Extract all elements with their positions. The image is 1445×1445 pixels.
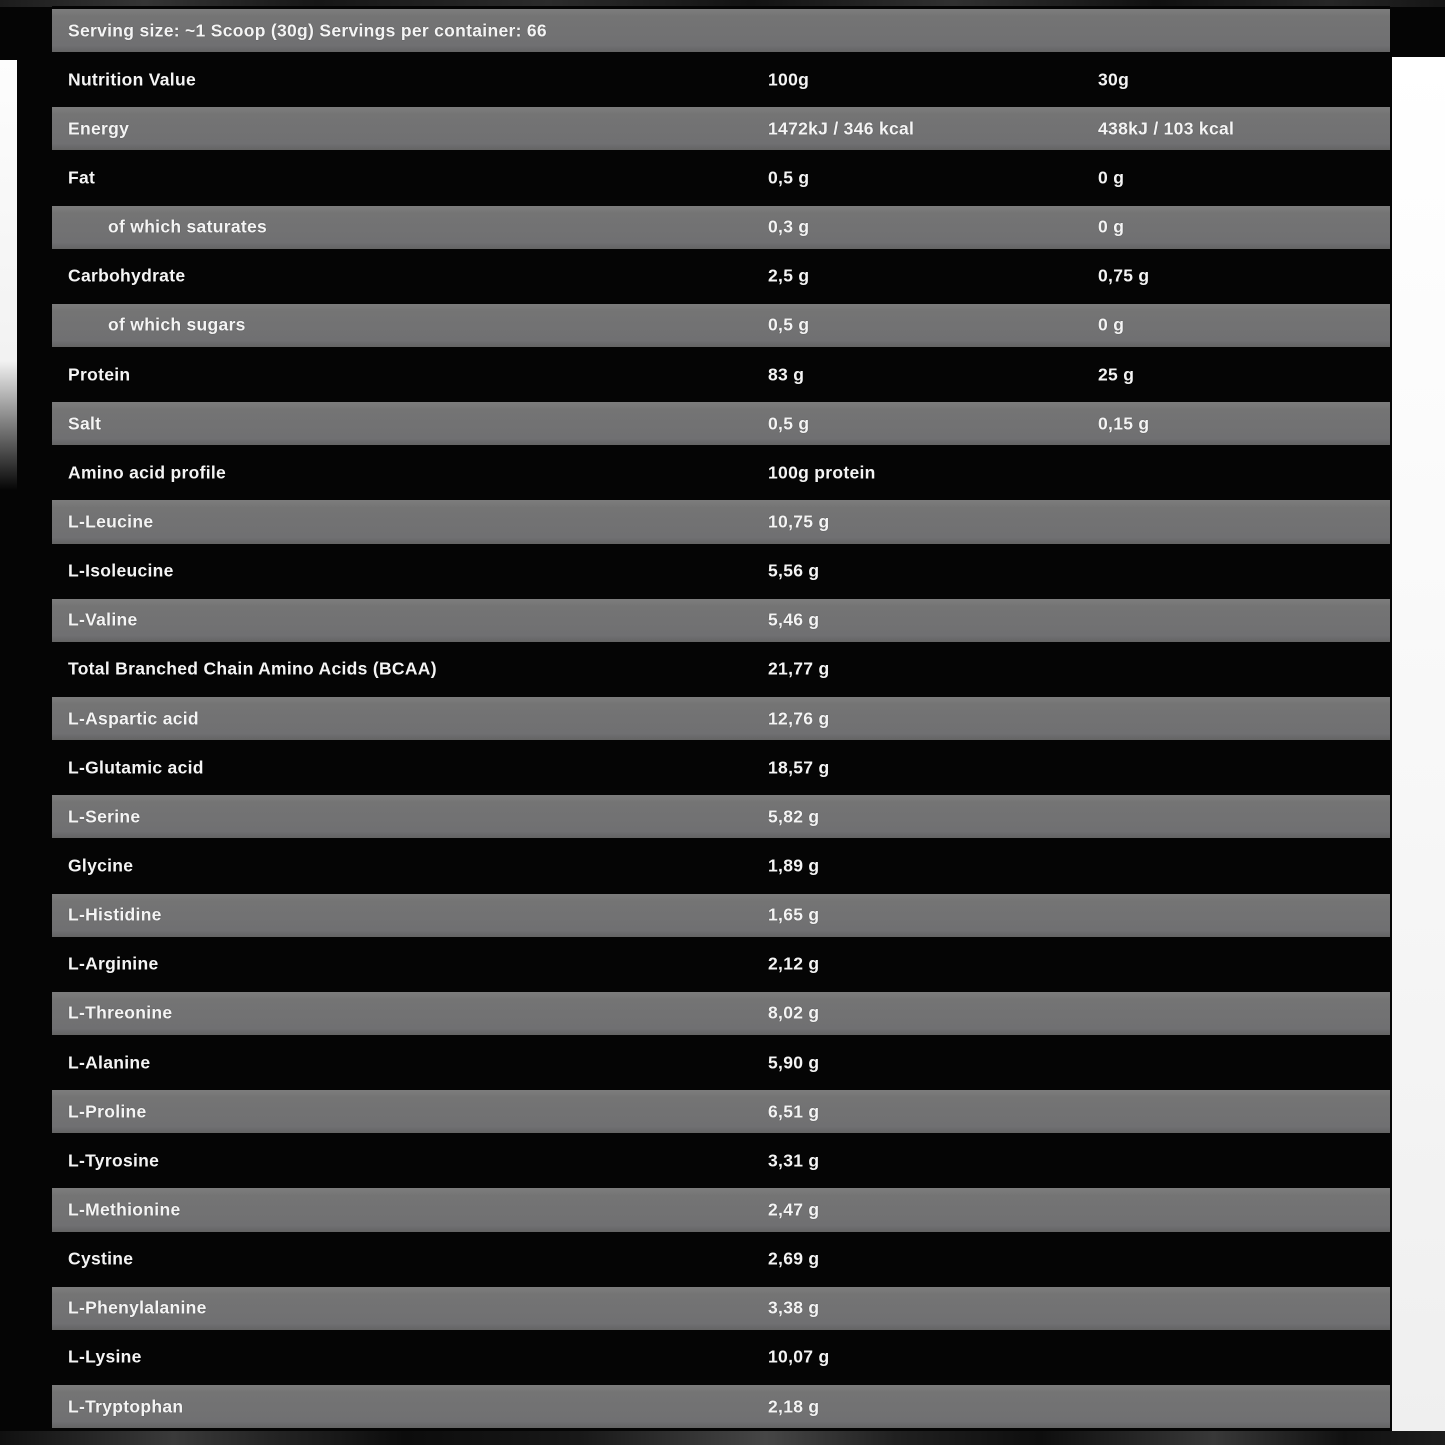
row-value-per-100g: 1472kJ / 346 kcal	[768, 118, 915, 139]
row-value-per-30g: 0 g	[1098, 216, 1125, 237]
table-row	[52, 1038, 1390, 1087]
table-row	[52, 1087, 1390, 1136]
table-row	[52, 645, 1390, 694]
row-value-per-100g: 5,46 g	[768, 609, 820, 630]
row-value-per-100g: 0,5 g	[768, 167, 810, 188]
row-label: Protein	[68, 364, 131, 385]
row-value-per-30g: 438kJ / 103 kcal	[1098, 118, 1235, 139]
photo-background-bottom	[0, 1431, 1445, 1445]
row-value-per-100g: 1,89 g	[768, 855, 820, 876]
row-label: Energy	[68, 118, 130, 139]
row-value-per-100g: 12,76 g	[768, 708, 830, 729]
row-value-per-100g: 83 g	[768, 364, 805, 385]
row-label: Nutrition Value	[68, 69, 196, 90]
table-row	[52, 694, 1390, 743]
row-label: L-Proline	[68, 1101, 147, 1122]
row-value-per-100g: 100g protein	[768, 462, 876, 483]
table-row	[52, 153, 1390, 202]
table-row	[52, 891, 1390, 940]
row-value-per-100g: 2,47 g	[768, 1199, 820, 1220]
table-row	[52, 792, 1390, 841]
nutrition-table	[52, 6, 1390, 1431]
row-label: Carbohydrate	[68, 265, 186, 286]
row-label: L-Serine	[68, 806, 141, 827]
table-row	[52, 252, 1390, 301]
row-value-per-100g: 0,5 g	[768, 314, 810, 335]
row-label: L-Glutamic acid	[68, 757, 204, 778]
row-value-per-100g: 1,65 g	[768, 904, 820, 925]
row-value-per-100g: 3,31 g	[768, 1150, 820, 1171]
photo-background-left	[0, 60, 17, 490]
row-label: Amino acid profile	[68, 462, 227, 483]
row-value-per-30g: 0,75 g	[1098, 265, 1150, 286]
row-label: L-Tyrosine	[68, 1150, 160, 1171]
row-value-per-100g: 5,90 g	[768, 1052, 820, 1073]
row-value-per-30g: 30g	[1098, 69, 1130, 90]
row-label: L-Threonine	[68, 1002, 173, 1023]
table-row	[52, 989, 1390, 1038]
row-label: L-Isoleucine	[68, 560, 174, 581]
row-value-per-100g: 10,07 g	[768, 1346, 830, 1367]
row-value-per-100g: 21,77 g	[768, 658, 830, 679]
table-row	[52, 1136, 1390, 1185]
table-row	[52, 448, 1390, 497]
table-row	[52, 6, 1390, 55]
row-value-per-30g: 0 g	[1098, 167, 1125, 188]
table-row	[52, 596, 1390, 645]
row-label: Salt	[68, 413, 102, 434]
row-label: L-Tryptophan	[68, 1396, 184, 1416]
table-row	[52, 55, 1390, 104]
row-label: Glycine	[68, 855, 134, 876]
row-value-per-30g: 25 g	[1098, 364, 1135, 385]
row-value-per-100g: 2,18 g	[768, 1396, 820, 1416]
row-value-per-100g: 6,51 g	[768, 1101, 820, 1122]
table-row	[52, 1284, 1390, 1333]
table-row	[52, 399, 1390, 448]
row-label: Cystine	[68, 1248, 134, 1269]
photo-background-right	[1392, 57, 1445, 1431]
row-value-per-100g: 0,3 g	[768, 216, 810, 237]
row-label: Total Branched Chain Amino Acids (BCAA)	[68, 658, 437, 679]
table-row	[52, 940, 1390, 989]
row-value-per-100g: 2,12 g	[768, 953, 820, 974]
table-row	[52, 1185, 1390, 1234]
row-value-per-100g: 10,75 g	[768, 511, 830, 532]
table-row	[52, 1382, 1390, 1431]
row-value-per-100g: 5,56 g	[768, 560, 820, 581]
row-label: of which sugars	[108, 314, 246, 335]
row-value-per-100g: 2,5 g	[768, 265, 810, 286]
row-value-per-100g: 5,82 g	[768, 806, 820, 827]
table-row	[52, 841, 1390, 890]
table-row	[52, 743, 1390, 792]
table-row	[52, 497, 1390, 546]
row-label: of which saturates	[108, 216, 268, 237]
row-label: L-Histidine	[68, 904, 162, 925]
row-label: L-Lysine	[68, 1346, 142, 1367]
table-row	[52, 547, 1390, 596]
row-label: L-Leucine	[68, 511, 154, 532]
row-label: L-Phenylalanine	[68, 1297, 207, 1318]
row-label: L-Alanine	[68, 1052, 151, 1073]
row-value-per-30g: 0,15 g	[1098, 413, 1150, 434]
row-label: L-Arginine	[68, 953, 159, 974]
row-value-per-100g: 18,57 g	[768, 757, 830, 778]
row-label: L-Methionine	[68, 1199, 181, 1220]
row-value-per-30g: 0 g	[1098, 314, 1125, 335]
table-row	[52, 350, 1390, 399]
row-value-per-100g: 3,38 g	[768, 1297, 820, 1318]
table-row	[52, 1333, 1390, 1382]
row-label: L-Aspartic acid	[68, 708, 199, 729]
row-label: Fat	[68, 167, 96, 188]
table-row	[52, 203, 1390, 252]
row-value-per-100g: 8,02 g	[768, 1002, 820, 1023]
table-row	[52, 1235, 1390, 1284]
row-label: L-Valine	[68, 609, 138, 630]
row-value-per-100g: 0,5 g	[768, 413, 810, 434]
row-label: Serving size: ~1 Scoop (30g) Servings per container: 66	[68, 20, 547, 41]
row-value-per-100g: 100g	[768, 69, 810, 90]
row-value-per-100g: 2,69 g	[768, 1248, 820, 1269]
table-row	[52, 301, 1390, 350]
table-row	[52, 104, 1390, 153]
